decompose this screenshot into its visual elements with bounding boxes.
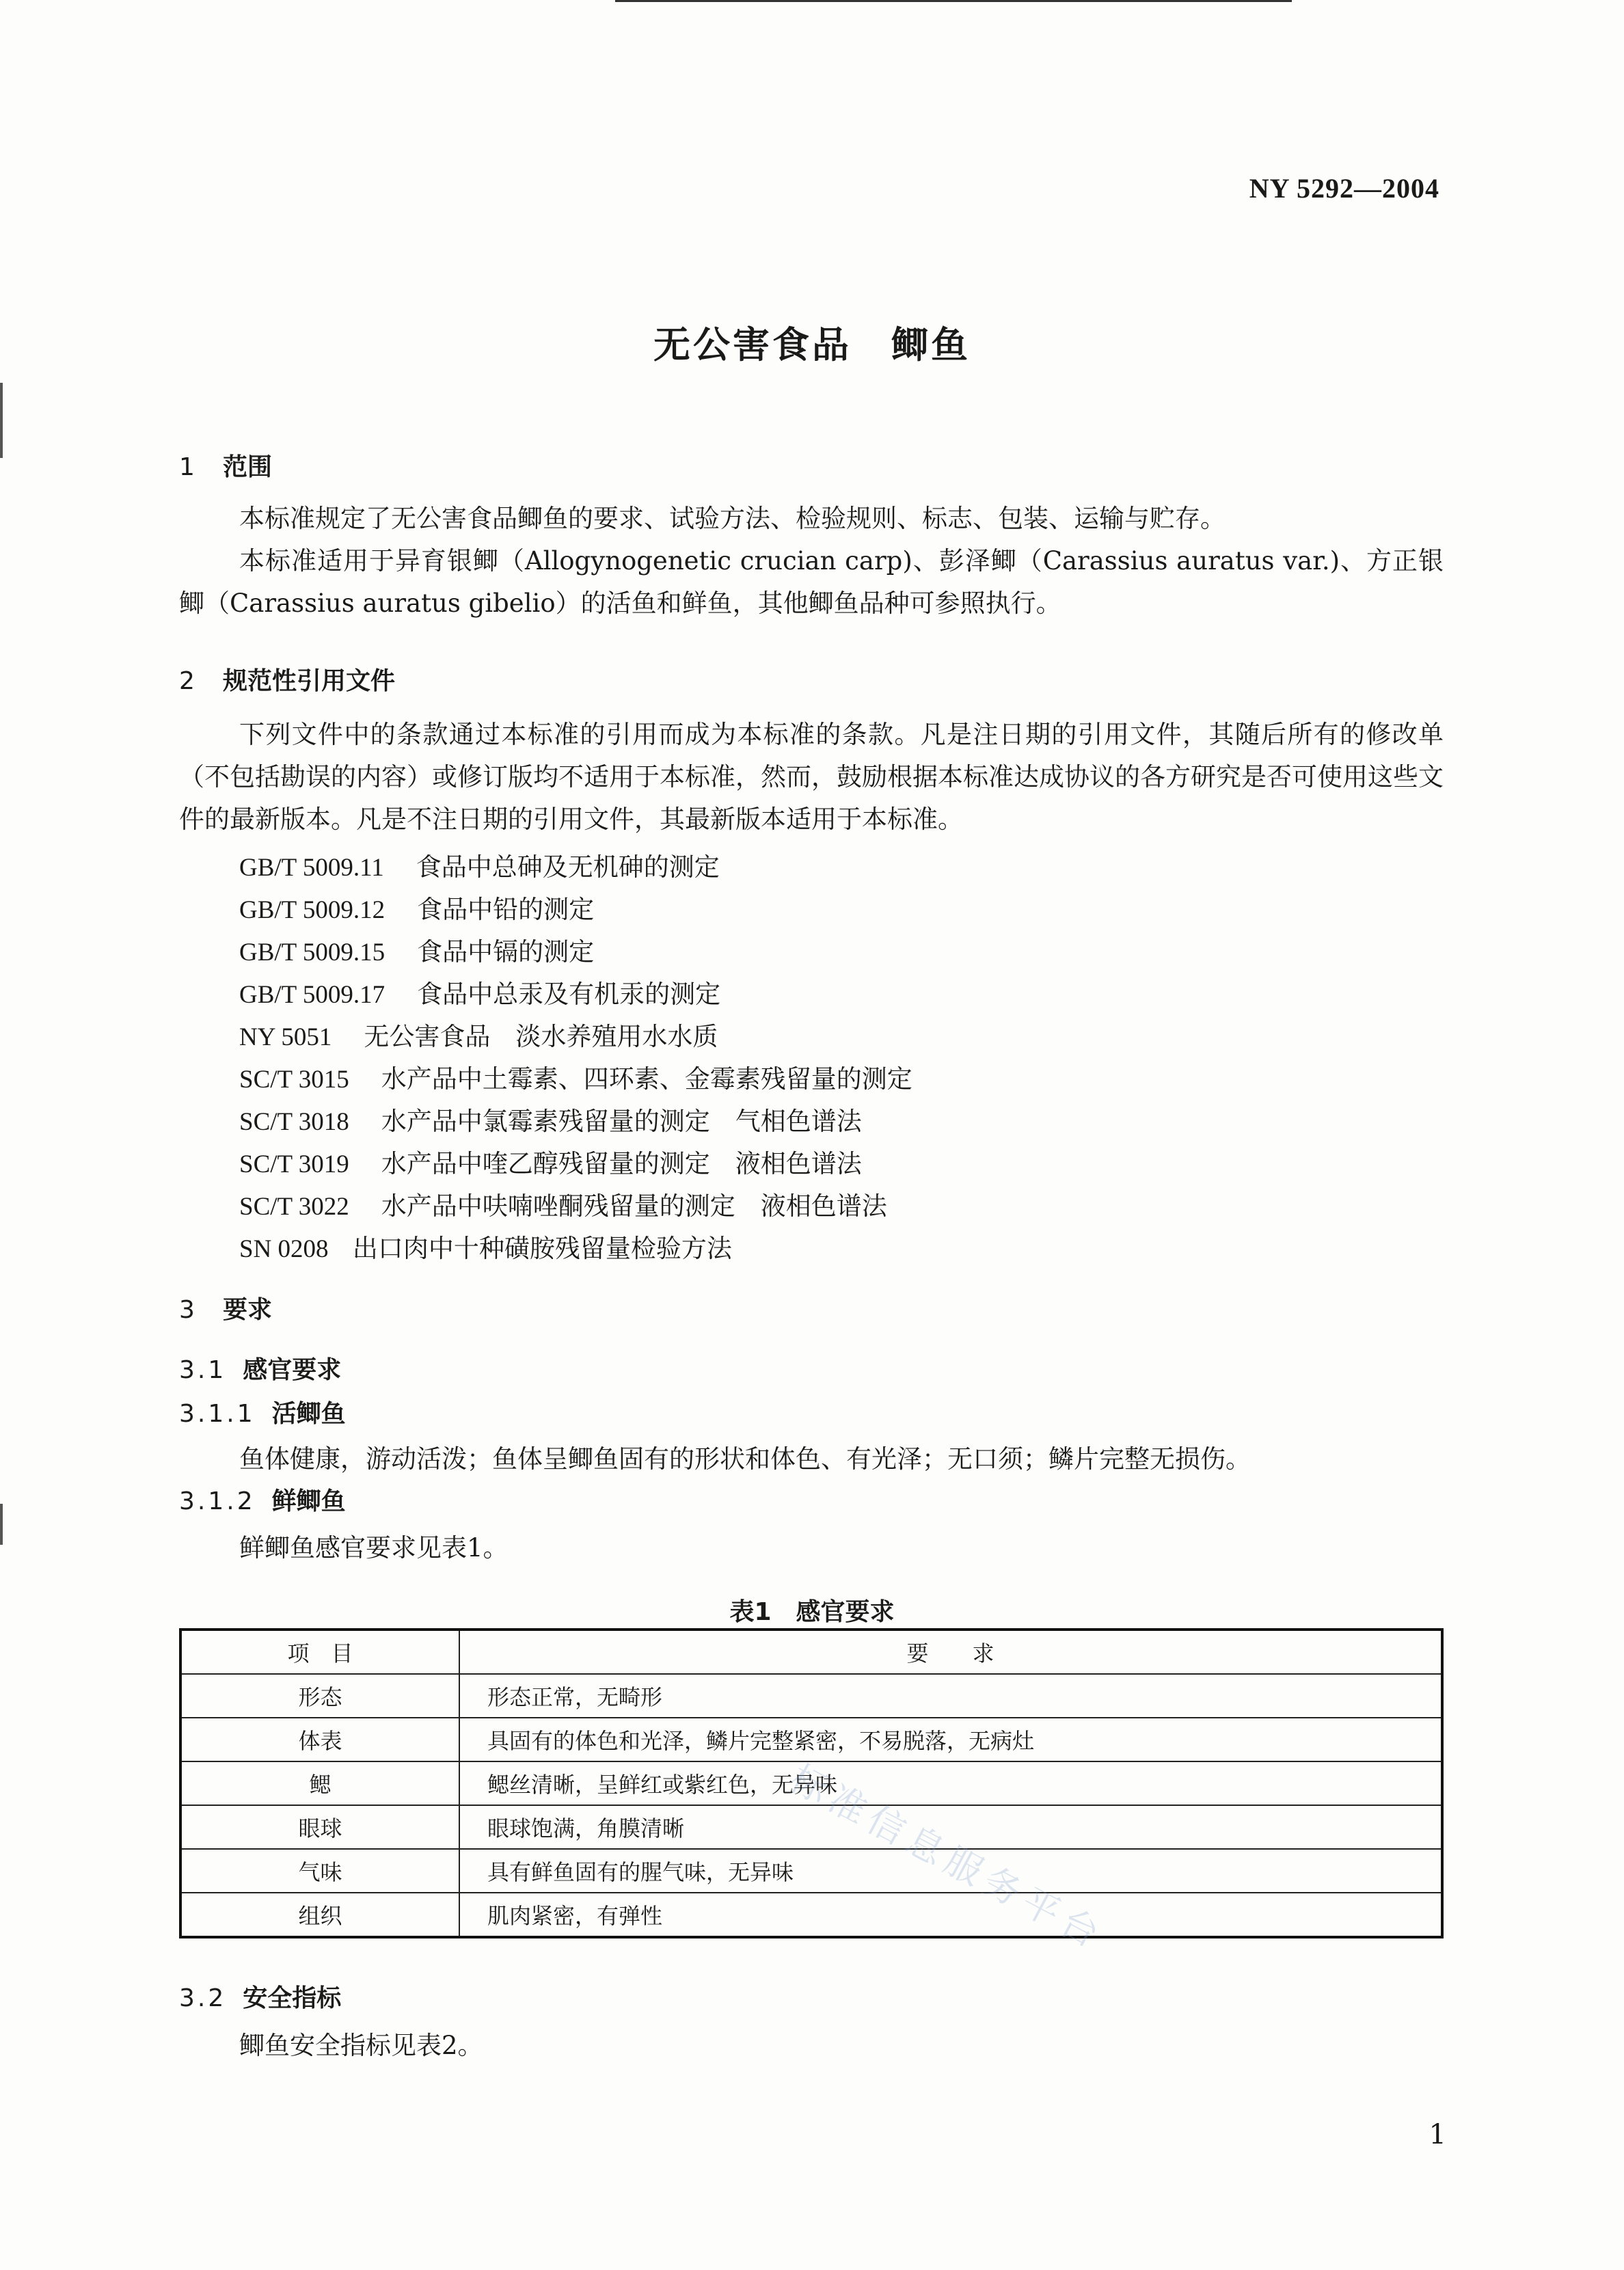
section-3-2-heading bbox=[179, 1979, 341, 2014]
document-title: 无公害食品 鲫鱼 bbox=[653, 323, 971, 366]
reference-title: 食品中总汞及有机汞的测定 bbox=[417, 979, 721, 1009]
reference-code: SC/T 3022 bbox=[239, 1193, 349, 1221]
table-header-row bbox=[180, 1630, 1442, 1674]
section-title: 要求 bbox=[223, 1296, 273, 1324]
section-3-2-text: 鲫鱼安全指标见表2。 bbox=[239, 2031, 483, 2060]
reference-item bbox=[239, 1016, 718, 1053]
table-cell-requirement: 具固有的体色和光泽，鳞片完整紧密，不易脱落，无病灶 bbox=[459, 1718, 1442, 1761]
section-3-heading bbox=[179, 1291, 272, 1325]
reference-code: NY 5051 bbox=[239, 1023, 332, 1051]
section-number: 3.1.2 bbox=[179, 1487, 256, 1515]
section-1-heading bbox=[179, 448, 272, 483]
reference-code: GB/T 5009.17 bbox=[239, 981, 385, 1009]
section-1-paragraph-1: 本标准规定了无公害食品鲫鱼的要求、试验方法、检验规则、标志、包装、运输与贮存。 bbox=[239, 504, 1226, 533]
section-number: 3.2 bbox=[179, 1984, 227, 2012]
table-row bbox=[180, 1893, 1442, 1937]
reference-title: 食品中总砷及无机砷的测定 bbox=[416, 852, 720, 882]
section-3-1-2-text: 鲜鲫鱼感官要求见表1。 bbox=[239, 1533, 509, 1563]
section-1-paragraph-2: 本标准适用于异育银鲫（Allogynogenetic crucian carp)、彭泽鲫（Carassius auratus var.)、方正银鲫（Carassius auratus gibelio）的活鱼和鲜鱼，其他鲫鱼品种可参照执行。 bbox=[179, 546, 1444, 618]
reference-title: 水产品中土霉素、四环素、金霉素残留量的测定 bbox=[381, 1064, 912, 1094]
section-title: 鲜鲫鱼 bbox=[271, 1487, 346, 1515]
reference-title: 水产品中氯霉素残留量的测定 气相色谱法 bbox=[381, 1107, 862, 1136]
reference-item bbox=[239, 973, 720, 1010]
table-cell-item: 眼球 bbox=[180, 1805, 459, 1849]
table-1-caption: 表1 感官要求 bbox=[729, 1598, 895, 1626]
reference-item bbox=[239, 1100, 862, 1137]
table-cell-requirement: 形态正常，无畸形 bbox=[459, 1674, 1442, 1718]
reference-title: 食品中铅的测定 bbox=[417, 895, 595, 924]
table-cell-requirement: 肌肉紧密，有弹性 bbox=[459, 1893, 1442, 1937]
table-cell-item: 鳃 bbox=[180, 1761, 459, 1805]
reference-item bbox=[239, 931, 594, 968]
reference-item bbox=[239, 889, 594, 925]
reference-title: 水产品中喹乙醇残留量的测定 液相色谱法 bbox=[381, 1149, 862, 1178]
reference-title: 食品中镉的测定 bbox=[417, 937, 595, 967]
table-cell-requirement: 具有鲜鱼固有的腥气味，无异味 bbox=[459, 1849, 1442, 1893]
section-3-1-1-heading bbox=[179, 1394, 346, 1429]
reference-item bbox=[239, 1058, 912, 1095]
section-3-1-1-text: 鱼体健康，游动活泼；鱼体呈鲫鱼固有的形状和体色、有光泽；无口须；鳞片完整无损伤。 bbox=[239, 1444, 1251, 1474]
page-number: 1 bbox=[1429, 2119, 1446, 2150]
reference-title: 无公害食品 淡水养殖用水水质 bbox=[364, 1022, 718, 1051]
table-cell-item: 体表 bbox=[180, 1718, 459, 1761]
section-number: 3 bbox=[179, 1296, 195, 1324]
standard-code: NY 5292—2004 bbox=[1249, 173, 1439, 204]
scan-edge-mark bbox=[0, 1504, 3, 1545]
watermark: 标准信息服务平台 bbox=[783, 1756, 1112, 1959]
section-title: 安全指标 bbox=[243, 1984, 342, 2012]
table-header-item: 项 目 bbox=[180, 1630, 459, 1674]
reference-code: GB/T 5009.12 bbox=[239, 896, 385, 924]
reference-item bbox=[239, 1185, 887, 1222]
reference-item bbox=[239, 846, 720, 883]
reference-code: SC/T 3018 bbox=[239, 1108, 349, 1136]
reference-code: SC/T 3019 bbox=[239, 1150, 349, 1178]
table-cell-item: 组织 bbox=[180, 1893, 459, 1937]
reference-title: 出口肉中十种磺胺残留量检验方法 bbox=[352, 1234, 732, 1263]
reference-code: GB/T 5009.15 bbox=[239, 938, 385, 967]
section-2-heading bbox=[179, 662, 395, 697]
reference-code: SN 0208 bbox=[239, 1235, 329, 1263]
table-cell-item: 气味 bbox=[180, 1849, 459, 1893]
section-title: 规范性引用文件 bbox=[223, 667, 396, 695]
section-number: 3.1.1 bbox=[179, 1400, 256, 1428]
table-cell-requirement: 鳃丝清晰，呈鲜红或紫红色，无异味 bbox=[459, 1761, 1442, 1805]
section-title: 活鲫鱼 bbox=[271, 1400, 346, 1428]
section-2-paragraph-1: 下列文件中的条款通过本标准的引用而成为本标准的条款。凡是注日期的引用文件，其随后所有的修改单（不包括勘误的内容）或修订版均不适用于本标准，然而，鼓励根据本标准达成协议的各方研究是否可使用这些文件的最新版本。凡是不注日期的引用文件，其最新版本适用于本标准。 bbox=[179, 720, 1444, 834]
reference-code: GB/T 5009.11 bbox=[239, 854, 384, 882]
section-title: 范围 bbox=[223, 453, 273, 481]
table-row bbox=[180, 1849, 1442, 1893]
table-header-requirement: 要 求 bbox=[459, 1630, 1442, 1674]
section-3-1-heading bbox=[179, 1351, 341, 1386]
reference-title: 水产品中呋喃唑酮残留量的测定 液相色谱法 bbox=[381, 1191, 887, 1221]
section-number: 2 bbox=[179, 667, 195, 695]
reference-item bbox=[239, 1143, 862, 1180]
section-number: 1 bbox=[179, 453, 195, 481]
section-3-1-2-heading bbox=[179, 1482, 346, 1517]
table-cell-item: 形态 bbox=[180, 1674, 459, 1718]
reference-code: SC/T 3015 bbox=[239, 1066, 349, 1094]
section-number: 3.1 bbox=[179, 1356, 227, 1384]
section-title: 感官要求 bbox=[243, 1356, 342, 1384]
scan-edge-mark bbox=[0, 383, 3, 458]
top-rule bbox=[615, 0, 1292, 2]
table-row bbox=[180, 1674, 1442, 1718]
reference-item bbox=[239, 1228, 732, 1265]
table-cell-requirement: 眼球饱满，角膜清晰 bbox=[459, 1805, 1442, 1849]
